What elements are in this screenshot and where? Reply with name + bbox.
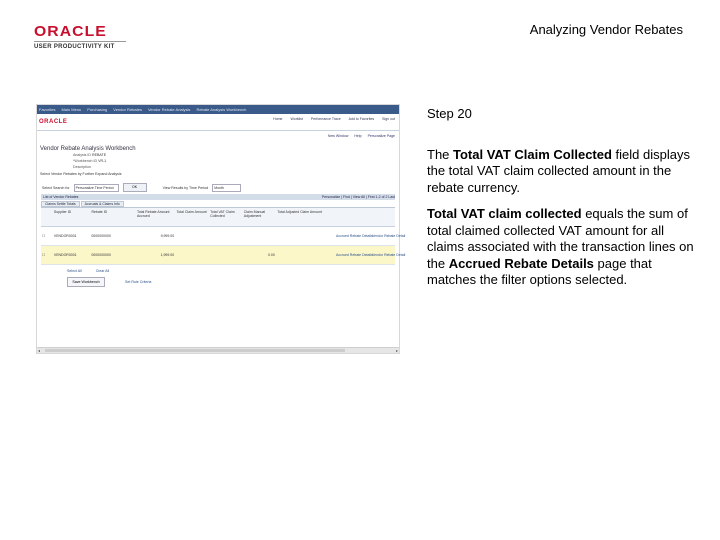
- cell-rebate-id: 0000000000: [91, 253, 111, 257]
- note-paragraph-1: [427, 147, 695, 197]
- menu-item[interactable]: Vendor Rebates: [113, 107, 142, 112]
- column-header: Claim Manual Adjustment: [243, 210, 266, 218]
- search-ok-button[interactable]: OK: [123, 183, 147, 192]
- scroll-thumb[interactable]: [45, 349, 345, 352]
- view-label: View Results by Time Period: [162, 185, 209, 190]
- nav-home[interactable]: Home: [273, 117, 283, 121]
- menu-item[interactable]: Rebate Analysis Workbench: [196, 107, 247, 112]
- logo-subtitle: USER PRODUCTIVITY KIT: [34, 44, 115, 50]
- cell-accrued: 9,999.00: [160, 234, 175, 238]
- cell-supplier: VENDOR0001: [53, 253, 77, 257]
- grid-navigation[interactable]: Personalize | Find | View All | First 1-2 of 2 Last: [321, 195, 395, 199]
- note-paragraph-2: [427, 206, 695, 289]
- filter-expand-link[interactable]: Select Vendor Rebates by Further Expand Analysis: [40, 172, 122, 176]
- rebate-detail-link[interactable]: Vendor Rebate Detail: [372, 234, 406, 238]
- logo-text: ORACLE: [34, 23, 107, 40]
- field-value: REBATE: [91, 153, 107, 157]
- grid-header-bar: [41, 194, 395, 200]
- new-window-link[interactable]: New Window: [327, 133, 349, 138]
- column-header: Rebate ID: [91, 210, 108, 214]
- column-header: [371, 208, 395, 226]
- column-header: Supplier ID: [53, 210, 72, 214]
- menu-bar: [37, 105, 399, 114]
- field-label: Analysis ID: [73, 153, 91, 157]
- save-workbench-button[interactable]: Save Workbench: [67, 277, 105, 287]
- accrued-details-link[interactable]: Accrued Rebate Details: [336, 234, 373, 238]
- grid-title: List of Vendor Rebates: [43, 195, 79, 199]
- text-run: field displays the total VAT claim collected amount in the rebate currency.: [427, 146, 690, 195]
- row-checkbox[interactable]: ☐: [42, 234, 46, 238]
- action-row: [67, 277, 399, 287]
- page-title: Vendor Rebate Analysis Workbench: [40, 146, 136, 152]
- scroll-left-icon[interactable]: ◂: [38, 348, 41, 353]
- field-label: *Workbench ID: [73, 159, 98, 163]
- nav-performance-trace[interactable]: Performance Trace: [310, 117, 341, 121]
- filter-select[interactable]: Personalize Time Period: [74, 184, 119, 192]
- brand-bar: [37, 114, 399, 131]
- field-name-bold: Total VAT Claim Collected: [453, 146, 612, 162]
- view-select[interactable]: Month: [212, 184, 241, 192]
- column-header: [336, 208, 372, 226]
- filter-label: Select Search for: [42, 185, 70, 190]
- selection-links: [67, 269, 399, 273]
- clear-all-link[interactable]: Clear All: [95, 269, 110, 273]
- oracle-logo: [34, 24, 126, 50]
- personalize-page-link[interactable]: Personalize Page: [367, 133, 395, 138]
- page-name-bold: Accrued Rebate Details: [448, 255, 594, 271]
- select-all-link[interactable]: Select All: [67, 269, 82, 273]
- menu-item[interactable]: Favorites: [39, 107, 56, 112]
- logo-divider: [34, 41, 126, 42]
- field-label: Description: [73, 165, 91, 169]
- cell-supplier: VENDOR0001: [53, 234, 77, 238]
- rebate-detail-link[interactable]: Vendor Rebate Detail: [372, 253, 406, 257]
- column-header: Total Rebate Amount Accrued: [136, 210, 170, 218]
- cell-adjustment: 0.00: [268, 253, 275, 257]
- step-notes: [427, 106, 695, 299]
- menu-item[interactable]: Vendor Rebate Analysis: [147, 107, 191, 112]
- universal-nav: [273, 117, 395, 121]
- filter-row: [42, 183, 399, 192]
- column-header: Total Claim Amount: [176, 210, 207, 214]
- tab-claims-totals[interactable]: Claims Settle Totals: [41, 201, 80, 207]
- nav-sign-out[interactable]: Sign out: [382, 117, 395, 121]
- text-run: equals the sum of total claimed collected VAT amount for all claims associated with the transaction lines on the: [427, 206, 694, 271]
- table-row: [41, 227, 406, 246]
- cell-rebate-id: 0000000000: [91, 234, 111, 238]
- set-rule-criteria-link[interactable]: Set Rule Criteria: [125, 280, 152, 284]
- nav-worklist[interactable]: Worklist: [290, 117, 303, 121]
- term-bold: Total VAT claim collected: [427, 206, 582, 221]
- nav-add-favorites[interactable]: Add to Favorites: [348, 117, 375, 121]
- table-row: [41, 246, 406, 265]
- accrued-details-link[interactable]: Accrued Rebate Details: [336, 253, 373, 257]
- column-header: Total VAT Claim Collected: [210, 210, 235, 218]
- document-title: Analyzing Vendor Rebates: [529, 22, 683, 37]
- grid-column-headers: [41, 208, 395, 227]
- horizontal-scrollbar[interactable]: [37, 347, 399, 353]
- step-label: Step 20: [427, 106, 472, 121]
- row-checkbox[interactable]: ☐: [42, 253, 46, 257]
- cell-accrued: 1,999.00: [160, 253, 175, 257]
- field-value: VR-1: [98, 159, 107, 163]
- text-run: The: [427, 146, 454, 162]
- menu-item[interactable]: Purchasing: [87, 107, 108, 112]
- text-run: page that matches the filter options selected.: [427, 255, 652, 287]
- column-header: Total Adjusted Claim Amount: [277, 210, 322, 214]
- scroll-right-icon[interactable]: ▸: [395, 348, 398, 353]
- menu-item[interactable]: Main Menu: [61, 107, 82, 112]
- rebate-grid: [41, 207, 406, 265]
- help-link[interactable]: Help: [354, 133, 362, 138]
- page-toolbar: [37, 131, 399, 140]
- field-description: [73, 164, 399, 170]
- column-header: [41, 208, 53, 226]
- brand-logo: ORACLE: [39, 119, 68, 125]
- tab-accruals-claims[interactable]: Accruals & Claims Info: [81, 201, 124, 207]
- application-screenshot: [36, 104, 406, 354]
